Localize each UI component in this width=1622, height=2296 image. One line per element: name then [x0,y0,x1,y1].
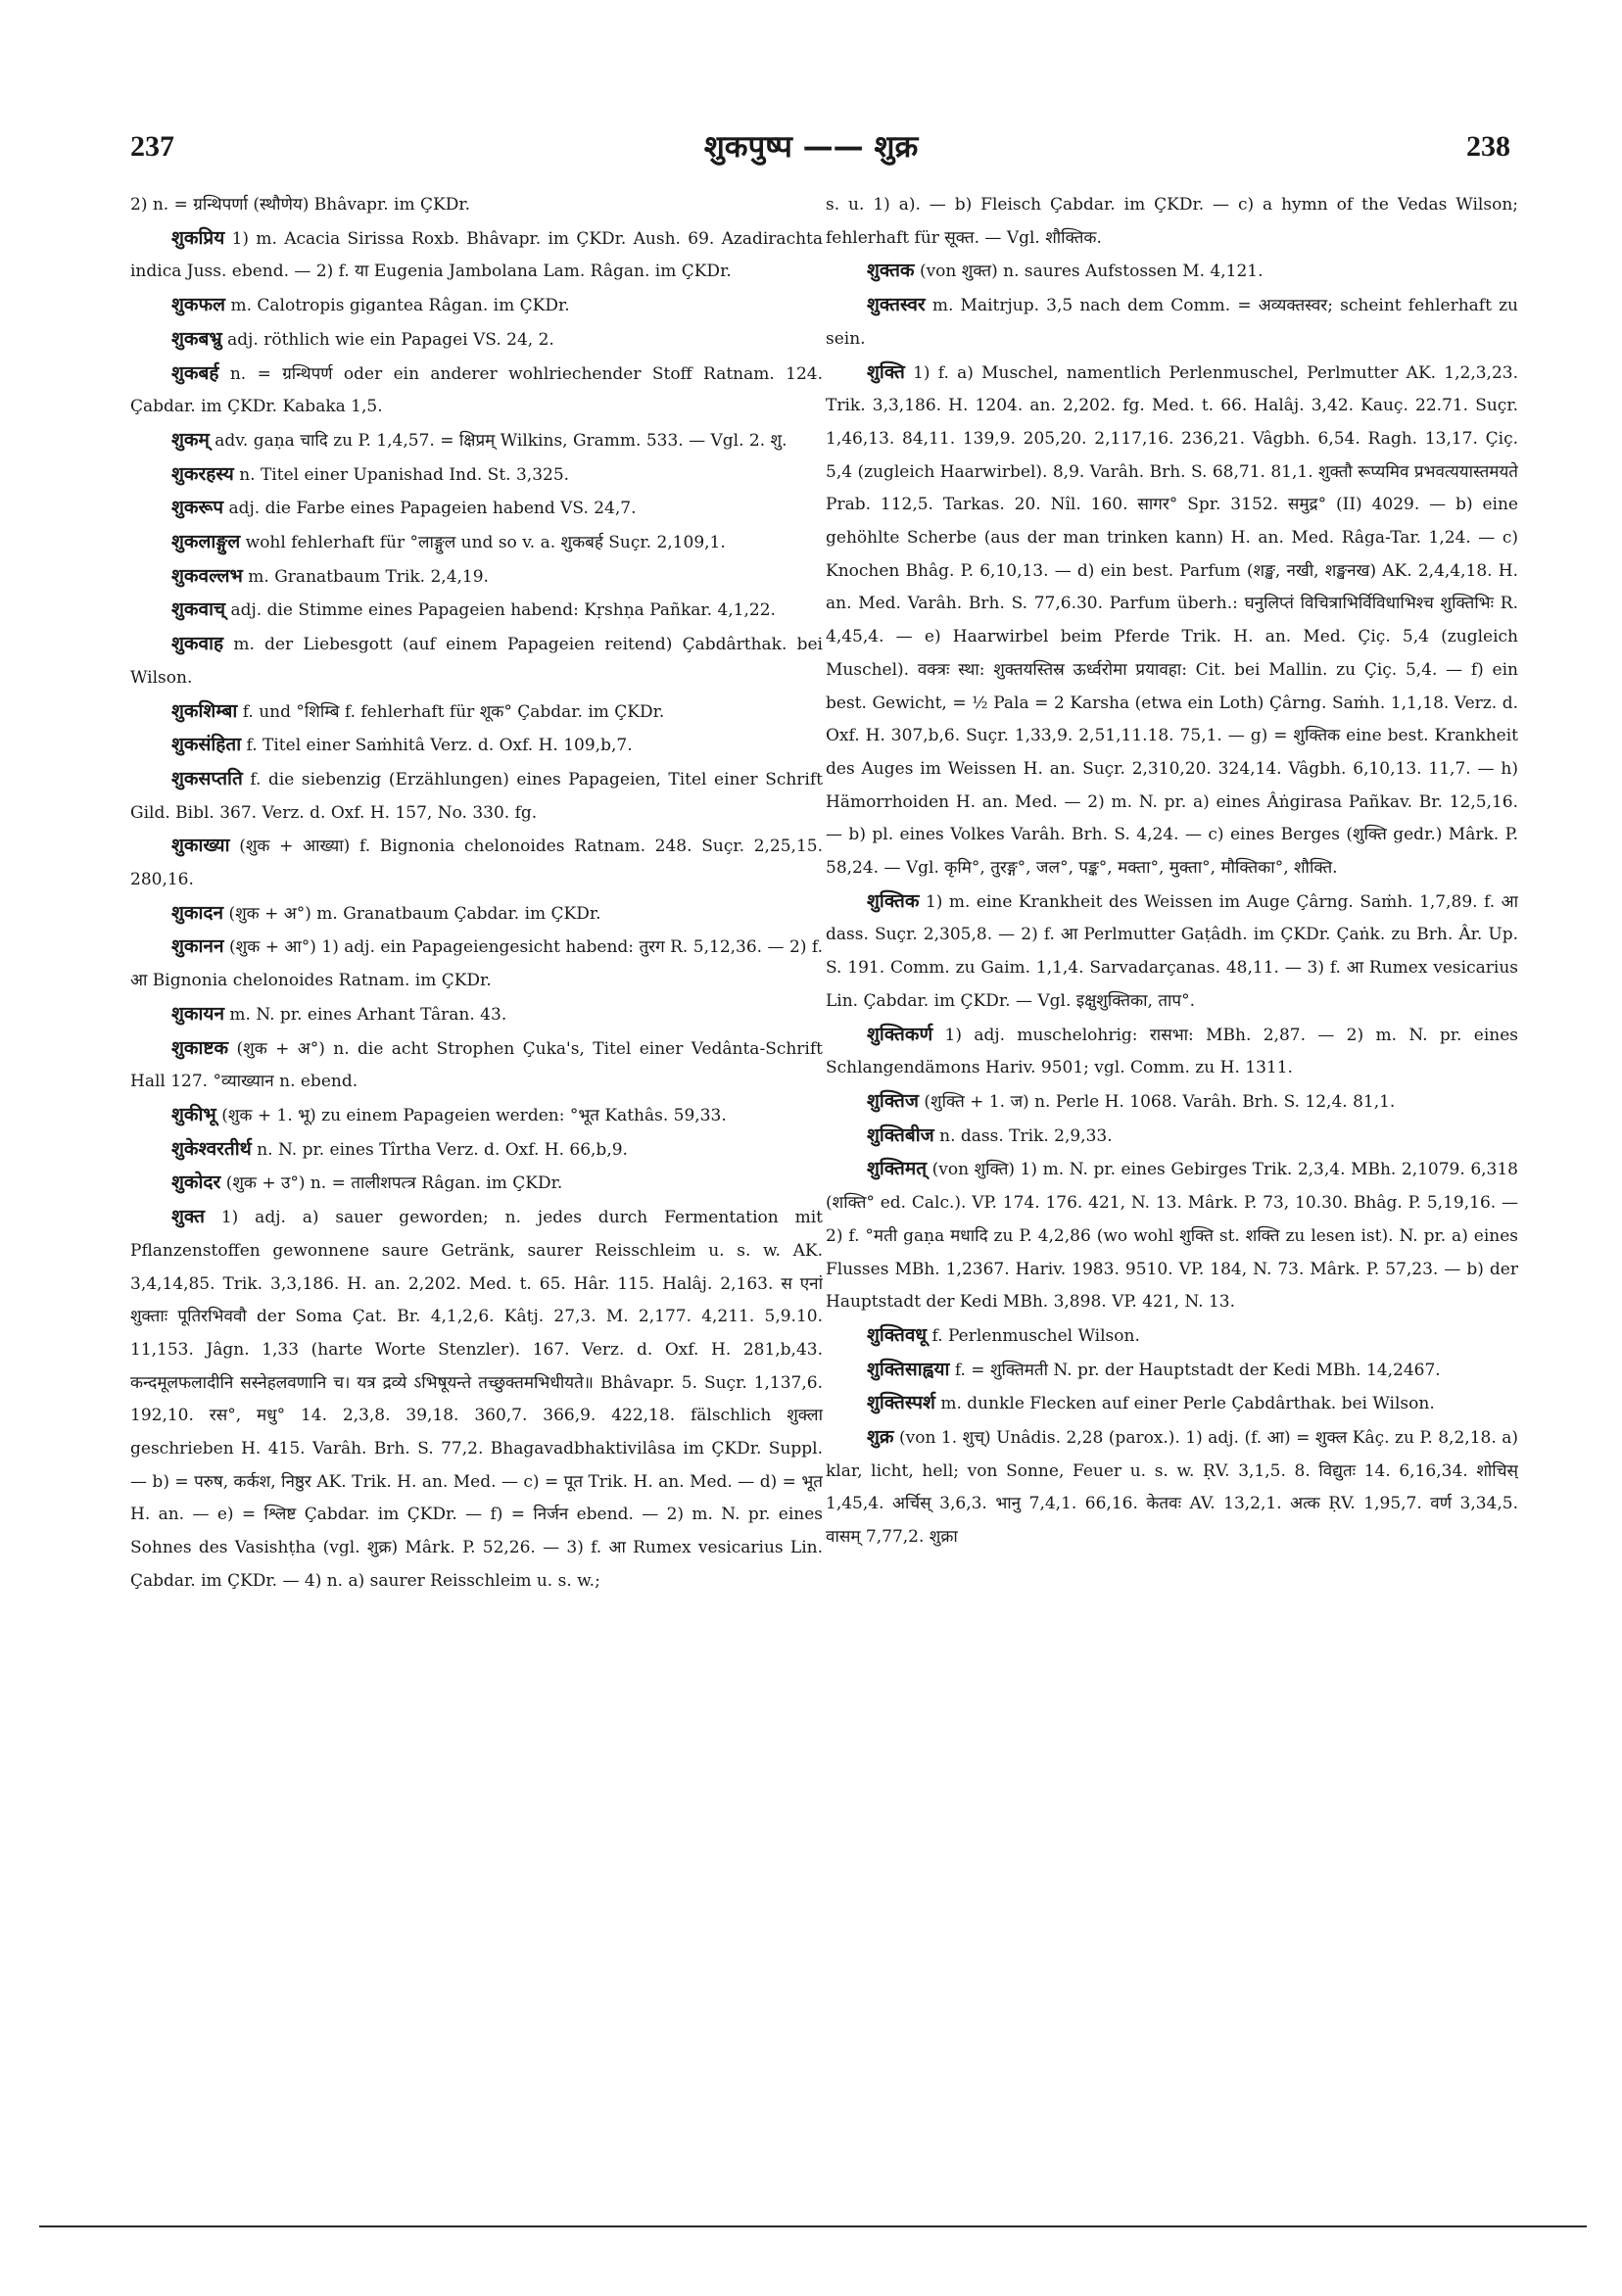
entry-text: (शुक + आख्या) f. Bignonia chelonoides Ratnam. 248. Suçr. 2,25,15. 280,16. [130,837,823,890]
entry-headword: शुकेश्वरतीर्थ [171,1137,252,1160]
entry-text: (शुक + उ°) n. = तालीशपत्त्र Râgan. im ÇKDr. [225,1173,563,1194]
entry-headword: शुकम् [171,428,210,451]
dictionary-entry [826,1019,1518,1085]
entry-text: 1) m. Acacia Sirissa Roxb. Bhâvapr. im ÇKDr. Aush. 69. Azadirachta indica Juss. ebend. — 2) f. या Eugenia Jambolana Lam. Râgan. im ÇKDr. [130,228,823,282]
entry-text: (शुक + अ°) m. Granatbaum Çabdar. im ÇKDr. [228,903,601,924]
entry-headword: शुक्तिवधू [867,1323,928,1346]
entry-headword: शुक्तिबीज [867,1124,934,1146]
dictionary-entry [826,1421,1518,1555]
dictionary-entry [826,189,1518,255]
entry-text: s. u. 1) a). — b) Fleisch Çabdar. im ÇKDr. — c) a hymn of the Vedas Wilson; fehlerhaft für सूक्त. — Vgl. शौक्तिक. [826,195,1518,248]
entry-headword: शुक्तस्वर [867,294,926,316]
entry-text: n. Titel einer Upanishad Ind. St. 3,325. [239,464,570,485]
entry-text: m. N. pr. eines Arhant Târan. 43. [229,1004,507,1025]
entry-text: f. die siebenzig (Erzählungen) eines Papageien, Titel einer Schrift Gild. Bibl. 367. Verz. d. Oxf. H. 157, No. 330. fg. [130,769,823,823]
dictionary-entry [130,1032,823,1099]
entry-text: (von शुक्ति) 1) m. N. pr. eines Gebirges Trik. 2,3,4. MBh. 2,1079. 6,318 (शक्ति° ed. Calc.). VP. 174. 176. 421, N. 13. Mârk. P. 73, 10.30. Bhâg. P. 5,19,16. — 2) f. °मती gaṇa मधादि zu P. 4,2,86 (wo wohl शुक्ति st. शक्ति zu lesen ist). N. pr. a) eines Flusses MBh. 1,2367. Hariv. 1983. 9510. VP. 184, N. 73. Mârk. P. 57,23. — b) der Hauptstadt der Kedi MBh. 3,898. VP. 421, N. 13. [826,1160,1518,1313]
entry-headword: शुकशिम्बा [171,699,238,722]
dictionary-entry [130,358,823,424]
left-column [130,189,823,1991]
entry-headword: शुकाष्टक [171,1036,229,1059]
entry-headword: शुक्तिज [867,1089,919,1112]
entry-headword: शुकोदर [171,1172,221,1194]
entry-headword: शुकफल [171,294,226,316]
dictionary-entry [130,1133,823,1168]
dictionary-entry [130,458,823,493]
dictionary-entry [826,885,1518,1019]
dictionary-entry [826,1354,1518,1388]
right-column [826,189,1518,1991]
dictionary-entry [130,763,823,830]
entry-text: adv. gaṇa चादि zu P. 1,4,57. = क्षिप्रम् Wilkins, Gramm. 533. — Vgl. 2. शु. [215,430,787,451]
entry-text: f. und °शिम्बि f. fehlerhaft für शूक° Çabdar. im ÇKDr. [242,701,665,722]
dictionary-entry [130,1099,823,1133]
entry-headword: शुक्तिक [867,889,920,912]
dictionary-entry [130,1167,823,1201]
entry-headword: शुक्तिमत् [867,1158,928,1180]
entry-text: f. = शुक्तिमती N. pr. der Hauptstadt der Kedi MBh. 14,2467. [954,1360,1441,1380]
dictionary-entry [130,424,823,458]
dictionary-entry [130,289,823,323]
dictionary-entry [826,1153,1518,1319]
dictionary-entry [130,492,823,526]
dictionary-entry [826,1319,1518,1354]
entry-headword: शुकप्रिय [171,226,225,249]
dictionary-entry [130,729,823,763]
entry-headword: शुकायन [171,1002,224,1025]
entry-headword: शुकसप्तति [171,767,243,789]
dictionary-entry [826,289,1518,356]
entry-headword: शुकलाङ्गुल [171,531,241,553]
entry-text: n. dass. Trik. 2,9,33. [939,1125,1113,1146]
dictionary-entry [130,897,823,932]
dictionary-entry [130,1201,823,1598]
entry-text: 1) m. eine Krankheit des Weissen im Auge Çârng. Saṁh. 1,7,89. f. आ dass. Suçr. 2,305,8. — 2) f. आ Perlmutter Gaṭâdh. im ÇKDr. Çaṅk. zu Brh. Âr. Up. S. 191. Comm. zu Gaim. 1,1,4. Sarvadarçanas. 48,11. — 3) f. आ Rumex vesicarius Lin. Çabdar. im ÇKDr. — Vgl. इक्षुशुक्तिका, ताप°. [826,891,1518,1011]
dictionary-entry [130,931,823,997]
entry-headword: शुक्ति [867,360,905,383]
entry-text: 1) adj. muschelohrig: रासभा: MBh. 2,87. — 2) m. N. pr. eines Schlangendämons Hariv. 9501; vgl. Comm. zu H. 1311. [826,1025,1518,1078]
entry-text: m. dunkle Flecken auf einer Perle Çabdârthak. bei Wilson. [940,1394,1435,1414]
entry-text: 2) n. = ग्रन्थिपर्णा (स्थौणेय) Bhâvapr. im ÇKDr. [130,195,470,215]
dictionary-entry [826,255,1518,289]
left-page-number: 237 [130,130,174,163]
footer-rule [39,2225,1587,2227]
entry-headword: शुकीभू [171,1103,216,1125]
entry-headword: शुकबभ्रु [171,327,222,350]
entry-headword: शुकवल्लभ [171,564,243,587]
entry-text: m. der Liebesgott (auf einem Papageien reitend) Çabdârthak. bei Wilson. [130,635,823,688]
entry-text: m. Calotropis gigantea Râgan. im ÇKDr. [230,296,570,316]
entry-text: wohl fehlerhaft für °लाङ्गुल und so v. a. शुकबर्ह Suçr. 2,109,1. [245,533,726,553]
entry-text: m. Granatbaum Trik. 2,4,19. [248,566,489,587]
dictionary-entry [130,998,823,1032]
entry-headword: शुकरूप [171,497,224,519]
dictionary-entry [130,323,823,358]
dictionary-entry [130,560,823,595]
entry-text: (von शुक्त) n. saures Aufstossen M. 4,121. [919,262,1264,282]
entry-headword: शुकादन [171,901,224,924]
entry-headword: शुकसंहिता [171,734,242,756]
entry-headword: शुकबर्ह [171,361,219,384]
dictionary-entry [826,1085,1518,1120]
entry-headword: शुकवाह [171,633,224,655]
entry-headword: शुक्तिसाह्वया [867,1358,950,1380]
entry-text: adj. röthlich wie ein Papagei VS. 24, 2. [227,329,554,350]
entry-headword: शुकरहस्य [171,462,234,485]
dictionary-entry [130,830,823,896]
entry-headword: शुक्त [171,1206,205,1228]
dictionary-entry [130,594,823,628]
entry-text: adj. die Farbe eines Papageien habend VS. 24,7. [228,499,637,519]
entry-text: 1) f. a) Muschel, namentlich Perlenmuschel, Perlmutter AK. 1,2,3,23. Trik. 3,3,186. H. 1204. an. 2,202. fg. Med. t. 66. Halâj. 3,42. Kauç. 22.71. Suçr. 1,46,13. 84,11. 139,9. 205,20. 2,117,16. 236,21. Vâgbh. 6,54. Ragh. 13,17. Çiç. 5,4 (zugleich Haarwirbel). 8,9. Varâh. Brh. S. 68,71. 81,1. शुक्तौ रूप्यमिव प्रभवत्ययास्तमयते Prab. 112,5. Tarkas. 20. Nîl. 160. सागर° Spr. 3152. समुद्र° (II) 4029. — b) eine gehöhlte Scherbe (aus der man trinken kann) H. an. Med. Râga-Tar. 1,24. — c) Knochen Bhâg. P. 6,10,13. — d) ein best. Parfum (शङ्ख, नखी, शङ्खनख) AK. 2,4,4,18. H. an. Med. Varâh. Brh. S. 77,6.30. Parfum überh.: घनुलिप्तं विचित्राभिर्विविधाभिश्च शुक्तिभिः R. 4,45,4. — e) Haarwirbel beim Pferde Trik. H. an. Med. Çiç. 5,4 (zugleich Muschel). वक्त्रः स्था: शुक्तयस्तिस्र ऊर्ध्वरोमा प्रयावहा: Cit. bei Mallin. zu Çiç. 5,4. — f) ein best. Gewicht, = ½ Pala = 2 Karsha (etwa ein Loth) Çârng. Saṁh. 1,1,18. Verz. d. Oxf. H. 307,b,6. Suçr. 1,33,9. 2,51,11.18. 75,1. — g) = शुक्तिक eine best. Krankheit des Auges im Weissen H. an. Suçr. 2,310,20. 324,14. Vâgbh. 6,10,13. 11,7. — h) Hämorrhoiden H. an. Med. — 2) m. N. pr. a) eines Âṅgirasa Pañkav. Br. 12,5,16. — b) pl. eines Volkes Varâh. Brh. S. 4,24. — c) eines Berges (शुक्ति gedr.) Mârk. P. 58,24. — Vgl. कृमि°, तुरङ्ग°, जल°, पङ्क°, मक्ता°, मुक्ता°, मौक्तिका°, शौक्ति. [826,362,1518,879]
entry-text: f. Perlenmuschel Wilson. [931,1325,1140,1346]
entry-headword: शुक्तक [867,260,915,282]
dictionary-entry [826,1120,1518,1154]
dictionary-entry [130,628,823,694]
right-page-number: 238 [1466,130,1510,163]
dictionary-entry [130,222,823,289]
entry-headword: शुकवाच् [171,598,226,621]
running-head: शुकपुष्प —— शुक्र [703,129,919,165]
entry-headword: शुकानन [171,935,224,958]
entry-text: n. N. pr. eines Tîrtha Verz. d. Oxf. H. 66,b,9. [257,1139,628,1160]
dictionary-entry [826,357,1518,885]
entry-headword: शुकाख्या [171,835,230,857]
entry-text: f. Titel einer Saṁhitâ Verz. d. Oxf. H. 109,b,7. [246,736,633,756]
entry-text: (शुक्ति + 1. ज) n. Perle H. 1068. Varâh. Brh. S. 12,4. 81,1. [924,1091,1396,1112]
dictionary-entry [826,1387,1518,1421]
entry-text: n. = ग्रन्थिपर्ण oder ein anderer wohlriechender Stoff Ratnam. 124. Çabdar. im ÇKDr. Kabaka 1,5. [130,363,823,417]
dictionary-entry [130,695,823,730]
entry-text: (शुक + 1. भू) zu einem Papageien werden: °भूत Kathâs. 59,33. [221,1105,727,1125]
entry-headword: शुक्तिकर्ण [867,1023,933,1045]
entry-text: (शुक + अ°) n. die acht Strophen Çuka's, Titel einer Vedânta-Schrift Hall 127. °व्याख्यान n. ebend. [130,1038,823,1092]
dictionary-entry [130,526,823,560]
entry-text: m. Maitrjup. 3,5 nach dem Comm. = अव्यक्तस्वर; scheint fehlerhaft zu sein. [826,296,1518,349]
entry-headword: शुक्तिस्पर्श [867,1392,935,1414]
entry-text: 1) adj. a) sauer geworden; n. jedes durch Fermentation mit Pflanzenstoffen gewonnene saure Getränk, saurer Reisschleim u. s. w. AK. 3,4,14,85. Trik. 3,3,186. H. an. 2,202. Med. t. 65. Hâr. 115. Halâj. 2,163. स एनां शुक्ताः पूतिरभिववौ der Soma Çat. Br. 4,1,2,6. Kâtj. 27,3. M. 2,177. 4,211. 5,9.10. 11,153. Jâgn. 1,33 (harte Worte Stenzler). 167. Verz. d. Oxf. H. 281,b,43. कन्दमूलफलादीनि सस्नेहलवणानि च। यत्र द्रव्ये ऽभिषूयन्ते तच्छुक्तमभिधीयते॥ Bhâvapr. 5. Suçr. 1,137,6. 192,10. रस°, मधु° 14. 2,3,8. 39,18. 360,7. 366,9. 422,18. fälschlich शुक्ला geschrieben H. 415. Varâh. Brh. S. 77,2. Bhagavadbhaktivilâsa im ÇKDr. Suppl. — b) = परुष, कर्कश, निष्ठुर AK. Trik. H. an. Med. — c) = पूत Trik. H. an. Med. — d) = भूत H. an. — e) = श्लिष्ट Çabdar. im ÇKDr. — f) = निर्जन ebend. — 2) m. N. pr. eines Sohnes des Vasishṭha (vgl. शुक्र) Mârk. P. 52,26. — 3) f. आ Rumex vesicarius Lin. Çabdar. im ÇKDr. — 4) n. a) saurer Reisschleim u. s. w.; [130,1208,823,1591]
entry-text: adj. die Stimme eines Papageien habend: Kṛshṇa Pañkar. 4,1,22. [230,600,776,621]
dictionary-entry [130,189,823,222]
entry-headword: शुक्र [867,1426,894,1449]
entry-text: (von 1. शुच्) Unâdis. 2,28 (parox.). 1) adj. (f. आ) = शुक्ल Kâç. zu P. 8,2,18. a) klar, licht, hell; von Sonne, Feuer u. s. w. ṚV. 3,1,5. 8. विद्युतः 14. 6,16,34. शोचिस् 1,45,4. अर्चिस् 3,6,3. भानु 7,4,1. 66,16. केतवः AV. 13,2,1. अत्क ṚV. 1,95,7. वर्ण 3,34,5. वासम् 7,77,2. शुक्रा [826,1428,1518,1548]
entry-text: (शुक + आ°) 1) adj. ein Papageiengesicht habend: तुरग R. 5,12,36. — 2) f. आ Bignonia chelonoides Ratnam. im ÇKDr. [130,937,823,991]
